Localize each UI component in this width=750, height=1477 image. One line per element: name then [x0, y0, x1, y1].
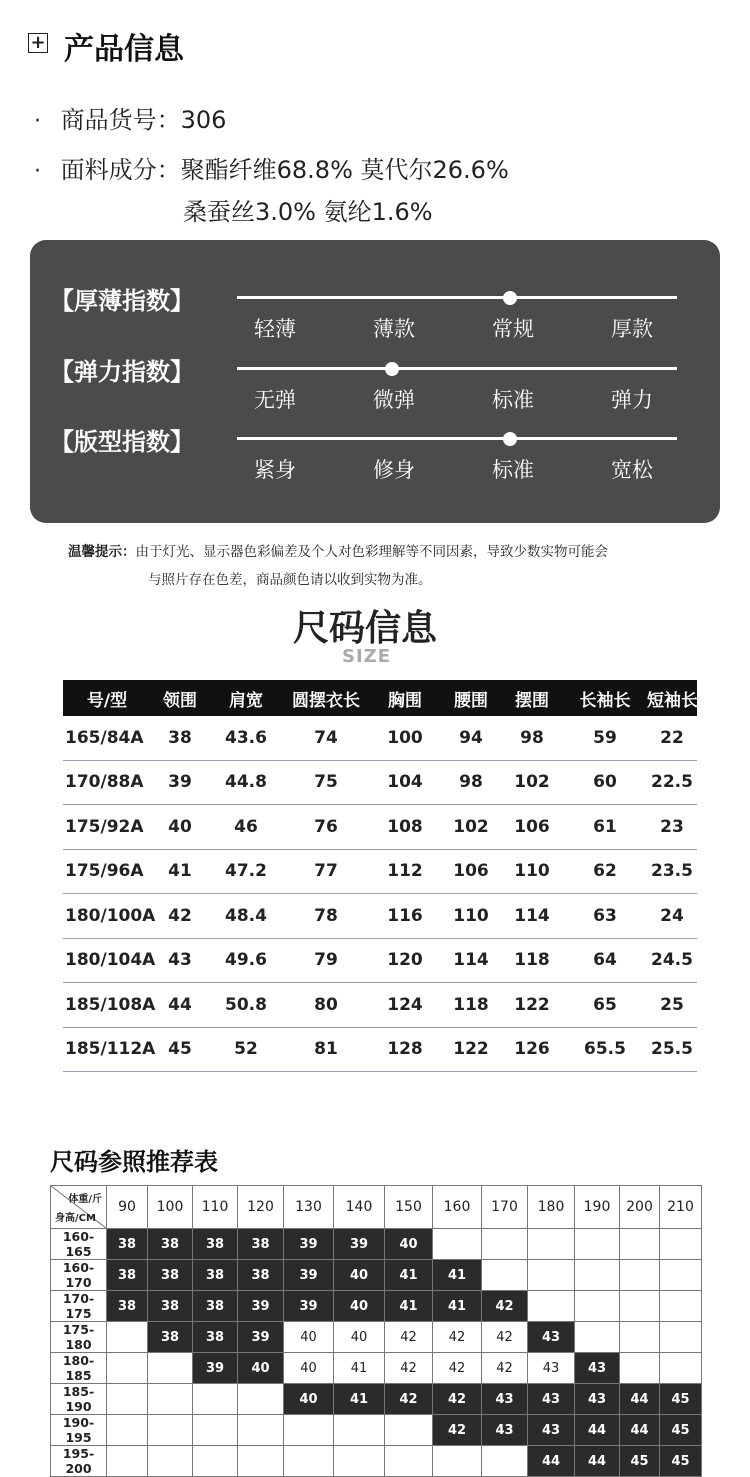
recommend-cell — [528, 1229, 575, 1260]
size-cell: 52 — [209, 1027, 283, 1072]
recommend-cell: 44 — [575, 1446, 620, 1477]
size-cell: 80 — [283, 983, 369, 1028]
size-cell: 104 — [369, 760, 441, 805]
recommend-table-body — [51, 1229, 702, 1477]
recommend-cell: 43 — [528, 1353, 575, 1384]
size-cell: 41 — [151, 849, 209, 894]
recommend-cell — [107, 1353, 148, 1384]
recommend-corner-cell — [51, 1186, 107, 1229]
item-number-value: 306 — [180, 106, 227, 134]
fabric-value-1: 聚酯纤维68.8% 莫代尔26.6% — [180, 156, 509, 184]
recommend-table — [50, 1185, 702, 1477]
recommend-cell: 40 — [385, 1229, 433, 1260]
size-info-title: 尺码信息 — [292, 608, 437, 649]
recommend-cell: 42 — [482, 1353, 528, 1384]
size-header-cell: 号/型 — [63, 680, 151, 716]
index-option: 常规 — [492, 317, 534, 341]
table-row — [51, 1415, 702, 1446]
recommend-cell: 40 — [238, 1353, 284, 1384]
height-header-cell: 175-180 — [51, 1322, 107, 1353]
index-scale-line — [237, 437, 677, 440]
size-cell: 47.2 — [209, 849, 283, 894]
recommend-cell — [528, 1260, 575, 1291]
recommend-cell — [148, 1353, 193, 1384]
recommend-cell — [148, 1415, 193, 1446]
recommend-cell — [193, 1415, 238, 1446]
size-cell: 106 — [501, 805, 563, 850]
recommend-cell: 38 — [148, 1291, 193, 1322]
recommend-cell: 41 — [334, 1384, 385, 1415]
table-row — [63, 938, 697, 983]
bullet-icon: · — [34, 159, 41, 184]
index-label: 【厚薄指数】 — [50, 287, 194, 315]
recommend-cell: 38 — [238, 1260, 284, 1291]
recommend-cell: 41 — [433, 1260, 482, 1291]
size-cell: 25 — [647, 983, 697, 1028]
table-row — [51, 1446, 702, 1477]
recommend-cell: 43 — [482, 1384, 528, 1415]
size-cell: 124 — [369, 983, 441, 1028]
recommend-cell — [284, 1415, 334, 1446]
recommend-cell — [238, 1415, 284, 1446]
recommend-cell — [620, 1229, 660, 1260]
recommend-cell — [660, 1260, 702, 1291]
recommend-cell: 45 — [660, 1446, 702, 1477]
recommend-cell: 38 — [107, 1291, 148, 1322]
table-row — [63, 894, 697, 939]
weight-header-cell: 90 — [107, 1186, 148, 1229]
size-table-body — [63, 716, 697, 1072]
index-selected-dot — [503, 291, 517, 305]
recommend-cell — [193, 1446, 238, 1477]
corner-height-label: 身高/CM — [55, 1213, 96, 1224]
height-header-cell: 180-185 — [51, 1353, 107, 1384]
recommend-cell — [433, 1229, 482, 1260]
size-cell: 126 — [501, 1027, 563, 1072]
recommend-cell: 44 — [620, 1384, 660, 1415]
table-row — [63, 849, 697, 894]
index-option: 标准 — [492, 458, 534, 482]
size-cell: 62 — [563, 849, 647, 894]
size-cell: 78 — [283, 894, 369, 939]
recommend-cell: 42 — [385, 1384, 433, 1415]
weight-header-cell: 140 — [334, 1186, 385, 1229]
size-cell: 49.6 — [209, 938, 283, 983]
size-header-cell: 圆摆衣长 — [283, 680, 369, 716]
table-row — [51, 1229, 702, 1260]
size-cell: 23 — [647, 805, 697, 850]
weight-header-cell: 180 — [528, 1186, 575, 1229]
recommend-cell: 43 — [575, 1384, 620, 1415]
index-label: 【版型指数】 — [50, 428, 194, 456]
size-cell: 25.5 — [647, 1027, 697, 1072]
size-cell: 180/100A — [63, 894, 151, 939]
recommend-cell — [660, 1322, 702, 1353]
index-option: 微弹 — [373, 388, 415, 412]
size-cell: 100 — [369, 716, 441, 760]
height-header-cell: 160-170 — [51, 1260, 107, 1291]
recommend-cell: 44 — [620, 1415, 660, 1446]
size-cell: 185/108A — [63, 983, 151, 1028]
size-cell: 40 — [151, 805, 209, 850]
size-cell: 74 — [283, 716, 369, 760]
recommend-cell: 38 — [193, 1322, 238, 1353]
recommend-cell: 41 — [385, 1291, 433, 1322]
size-cell: 43.6 — [209, 716, 283, 760]
size-cell: 120 — [369, 938, 441, 983]
index-option: 标准 — [492, 388, 534, 412]
recommend-cell — [575, 1260, 620, 1291]
table-row — [51, 1353, 702, 1384]
recommend-cell — [148, 1384, 193, 1415]
size-cell: 38 — [151, 716, 209, 760]
recommend-cell: 39 — [238, 1291, 284, 1322]
recommend-cell: 39 — [284, 1229, 334, 1260]
table-row — [63, 805, 697, 850]
recommend-cell: 39 — [193, 1353, 238, 1384]
recommend-cell — [107, 1415, 148, 1446]
size-cell: 24.5 — [647, 938, 697, 983]
recommend-cell: 42 — [433, 1322, 482, 1353]
index-option: 无弹 — [254, 388, 296, 412]
table-row — [51, 1384, 702, 1415]
index-selected-dot — [503, 432, 517, 446]
size-cell: 106 — [441, 849, 501, 894]
size-cell: 23.5 — [647, 849, 697, 894]
recommend-cell: 42 — [482, 1322, 528, 1353]
size-cell: 98 — [441, 760, 501, 805]
size-cell: 61 — [563, 805, 647, 850]
recommend-cell: 41 — [433, 1291, 482, 1322]
recommend-cell: 38 — [238, 1229, 284, 1260]
size-cell: 114 — [441, 938, 501, 983]
size-cell: 180/104A — [63, 938, 151, 983]
bullet-icon: · — [34, 109, 41, 134]
weight-header-cell: 170 — [482, 1186, 528, 1229]
recommend-cell: 43 — [528, 1322, 575, 1353]
size-cell: 112 — [369, 849, 441, 894]
recommend-cell — [620, 1353, 660, 1384]
size-cell: 45 — [151, 1027, 209, 1072]
size-table-header — [63, 680, 697, 716]
recommend-cell: 42 — [482, 1291, 528, 1322]
size-cell: 76 — [283, 805, 369, 850]
recommend-cell — [660, 1229, 702, 1260]
weight-header-cell: 150 — [385, 1186, 433, 1229]
recommend-cell: 44 — [575, 1415, 620, 1446]
recommend-cell — [385, 1446, 433, 1477]
size-cell: 46 — [209, 805, 283, 850]
index-scale-line — [237, 367, 677, 370]
size-cell: 39 — [151, 760, 209, 805]
size-cell: 165/84A — [63, 716, 151, 760]
recommend-cell — [575, 1291, 620, 1322]
size-cell: 81 — [283, 1027, 369, 1072]
weight-header-cell: 200 — [620, 1186, 660, 1229]
size-cell: 59 — [563, 716, 647, 760]
corner-weight-label: 体重/斤 — [68, 1194, 102, 1205]
recommend-cell: 38 — [148, 1229, 193, 1260]
size-cell: 77 — [283, 849, 369, 894]
height-header-cell: 170-175 — [51, 1291, 107, 1322]
index-option: 轻薄 — [254, 317, 296, 341]
size-cell: 44.8 — [209, 760, 283, 805]
recommend-cell: 44 — [528, 1446, 575, 1477]
index-selected-dot — [385, 362, 399, 376]
table-row — [51, 1322, 702, 1353]
recommend-cell — [334, 1446, 385, 1477]
recommend-cell — [528, 1291, 575, 1322]
table-row — [63, 716, 697, 760]
size-header-cell: 短袖长 — [647, 680, 697, 716]
recommend-cell: 42 — [433, 1353, 482, 1384]
recommend-cell: 39 — [334, 1229, 385, 1260]
recommend-cell: 40 — [334, 1260, 385, 1291]
recommend-cell: 39 — [238, 1322, 284, 1353]
recommend-cell — [284, 1446, 334, 1477]
color-notice — [68, 538, 708, 594]
table-row — [51, 1291, 702, 1322]
index-option: 宽松 — [611, 458, 653, 482]
recommend-cell: 42 — [385, 1322, 433, 1353]
recommend-cell — [148, 1446, 193, 1477]
recommend-cell — [433, 1446, 482, 1477]
recommend-cell: 42 — [433, 1415, 482, 1446]
notice-line-1: 由于灯光、显示器色彩偏差及个人对色彩理解等不同因素，导致少数实物可能会 — [135, 544, 608, 560]
recommend-cell — [620, 1322, 660, 1353]
table-row — [63, 760, 697, 805]
recommend-cell: 45 — [660, 1415, 702, 1446]
recommend-cell — [193, 1384, 238, 1415]
recommend-cell — [107, 1446, 148, 1477]
product-info-title: 产品信息 — [64, 32, 184, 67]
recommend-cell — [482, 1229, 528, 1260]
size-cell: 102 — [501, 760, 563, 805]
size-cell: 65.5 — [563, 1027, 647, 1072]
size-cell: 175/96A — [63, 849, 151, 894]
size-cell: 110 — [441, 894, 501, 939]
size-cell: 110 — [501, 849, 563, 894]
fabric-line — [34, 150, 509, 185]
recommend-cell — [660, 1291, 702, 1322]
index-option: 紧身 — [254, 458, 296, 482]
table-row — [63, 983, 697, 1028]
size-header-cell: 肩宽 — [209, 680, 283, 716]
recommend-cell — [660, 1353, 702, 1384]
weight-header-cell: 160 — [433, 1186, 482, 1229]
recommend-cell: 40 — [284, 1322, 334, 1353]
expand-plus-icon[interactable]: + — [28, 33, 48, 53]
size-cell: 94 — [441, 716, 501, 760]
size-header-cell: 腰围 — [441, 680, 501, 716]
recommend-cell: 43 — [482, 1415, 528, 1446]
size-header-cell: 长袖长 — [563, 680, 647, 716]
index-option: 厚款 — [611, 317, 653, 341]
recommend-cell: 39 — [284, 1260, 334, 1291]
size-cell: 48.4 — [209, 894, 283, 939]
weight-header-cell: 120 — [238, 1186, 284, 1229]
size-cell: 50.8 — [209, 983, 283, 1028]
recommend-cell — [575, 1229, 620, 1260]
height-header-cell: 185-190 — [51, 1384, 107, 1415]
recommend-cell: 38 — [107, 1229, 148, 1260]
recommend-cell — [620, 1291, 660, 1322]
item-number-line — [34, 100, 226, 135]
index-scale-line — [237, 296, 677, 299]
recommend-cell: 40 — [334, 1322, 385, 1353]
size-cell: 108 — [369, 805, 441, 850]
recommend-cell: 45 — [660, 1384, 702, 1415]
recommend-cell: 42 — [433, 1384, 482, 1415]
recommend-header-row — [51, 1186, 702, 1229]
height-header-cell: 160-165 — [51, 1229, 107, 1260]
size-cell: 42 — [151, 894, 209, 939]
recommend-cell: 39 — [284, 1291, 334, 1322]
index-option: 薄款 — [373, 317, 415, 341]
size-cell: 43 — [151, 938, 209, 983]
size-cell: 128 — [369, 1027, 441, 1072]
recommend-cell: 40 — [334, 1291, 385, 1322]
size-cell: 185/112A — [63, 1027, 151, 1072]
weight-header-cell: 100 — [148, 1186, 193, 1229]
size-header-cell: 摆围 — [501, 680, 563, 716]
recommend-cell — [107, 1322, 148, 1353]
recommend-cell: 45 — [620, 1446, 660, 1477]
recommend-cell — [238, 1384, 284, 1415]
size-cell: 63 — [563, 894, 647, 939]
size-cell: 175/92A — [63, 805, 151, 850]
size-cell: 116 — [369, 894, 441, 939]
size-cell: 98 — [501, 716, 563, 760]
height-header-cell: 195-200 — [51, 1446, 107, 1477]
recommend-cell: 38 — [193, 1229, 238, 1260]
recommend-cell: 43 — [528, 1415, 575, 1446]
size-cell: 102 — [441, 805, 501, 850]
size-subtitle: SIZE — [341, 646, 391, 667]
notice-line-2: 与照片存在色差，商品颜色请以收到实物为准。 — [148, 572, 432, 588]
size-cell: 75 — [283, 760, 369, 805]
size-cell: 118 — [501, 938, 563, 983]
recommend-cell: 42 — [385, 1353, 433, 1384]
recommend-cell: 38 — [148, 1322, 193, 1353]
size-cell: 114 — [501, 894, 563, 939]
index-option: 修身 — [373, 458, 415, 482]
size-header-cell: 领围 — [151, 680, 209, 716]
weight-header-cell: 210 — [660, 1186, 702, 1229]
item-number-label: 商品货号： — [60, 106, 181, 134]
size-cell: 24 — [647, 894, 697, 939]
recommend-cell — [238, 1446, 284, 1477]
weight-header-cell: 110 — [193, 1186, 238, 1229]
size-cell: 118 — [441, 983, 501, 1028]
recommend-cell: 43 — [528, 1384, 575, 1415]
weight-header-cell: 130 — [284, 1186, 334, 1229]
size-cell: 64 — [563, 938, 647, 983]
size-header-cell: 胸围 — [369, 680, 441, 716]
size-cell: 65 — [563, 983, 647, 1028]
recommend-cell: 41 — [385, 1260, 433, 1291]
table-row — [51, 1260, 702, 1291]
recommend-cell: 38 — [148, 1260, 193, 1291]
recommend-cell: 38 — [193, 1260, 238, 1291]
recommend-cell — [620, 1260, 660, 1291]
notice-label: 温馨提示： — [68, 544, 136, 560]
recommend-cell — [482, 1260, 528, 1291]
size-cell: 22 — [647, 716, 697, 760]
recommend-cell — [575, 1322, 620, 1353]
table-row — [63, 1027, 697, 1072]
index-option: 弹力 — [611, 388, 653, 412]
recommend-cell: 38 — [107, 1260, 148, 1291]
size-cell: 60 — [563, 760, 647, 805]
recommend-cell — [334, 1415, 385, 1446]
height-header-cell: 190-195 — [51, 1415, 107, 1446]
recommend-cell: 41 — [334, 1353, 385, 1384]
size-table — [63, 680, 697, 1072]
size-cell: 22.5 — [647, 760, 697, 805]
recommend-title: 尺码参照推荐表 — [50, 1148, 218, 1176]
fabric-value-2: 桑蚕丝3.0% 氨纶1.6% — [183, 198, 433, 226]
size-cell: 122 — [441, 1027, 501, 1072]
weight-header-cell: 190 — [575, 1186, 620, 1229]
size-cell: 170/88A — [63, 760, 151, 805]
recommend-cell: 38 — [193, 1291, 238, 1322]
size-cell: 44 — [151, 983, 209, 1028]
recommend-cell — [385, 1415, 433, 1446]
recommend-cell — [107, 1384, 148, 1415]
recommend-cell: 40 — [284, 1353, 334, 1384]
recommend-cell: 43 — [575, 1353, 620, 1384]
fabric-label: 面料成分： — [60, 156, 181, 184]
index-label: 【弹力指数】 — [50, 358, 194, 386]
recommend-cell: 40 — [284, 1384, 334, 1415]
size-cell: 122 — [501, 983, 563, 1028]
size-cell: 79 — [283, 938, 369, 983]
recommend-cell — [482, 1446, 528, 1477]
